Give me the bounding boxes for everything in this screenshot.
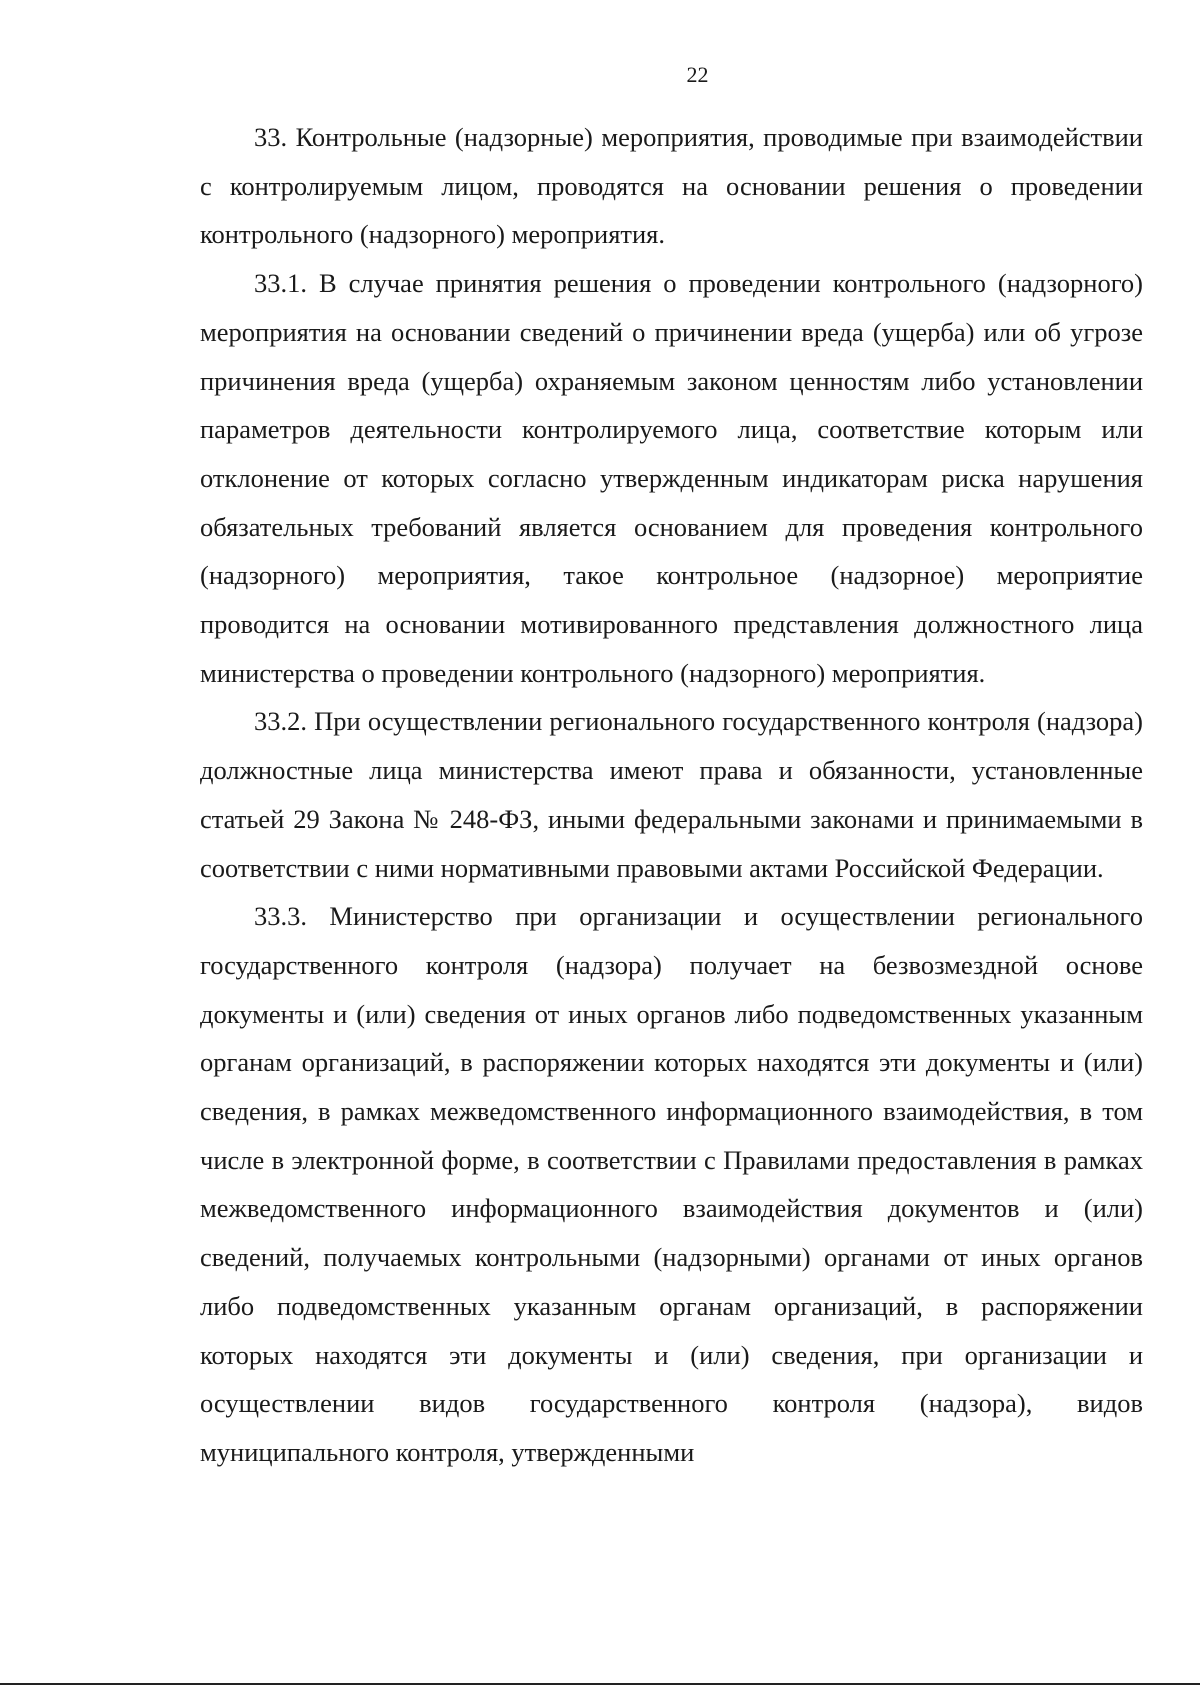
page-bottom-border: [0, 1683, 1200, 1685]
paragraph-33-3: 33.3. Министерство при организации и осуществлении регионального государственного контроля (надзора) получает на безвозмездной основе документы и (или) сведения от иных органов либо подведомственных указанным органам организаций, в распоряжении которых находятся эти документы и (или) сведения, в рамках межведомственного информационного взаимодействия, в том числе в электронной форме, в соответствии с Правилами предоставления в рамках межведомственного информационного взаимодействия документов и (или) сведений, получаемых контрольными (надзорными) органами от иных органов либо подведомственных указанным органам организаций, в распоряжении которых находятся эти документы и (или) сведения, при организации и осуществлении видов государственного контроля (надзора), видов муниципального контроля, утвержденными: [200, 901, 1143, 1467]
paragraph-33: 33. Контрольные (надзорные) мероприятия, проводимые при взаимодействии с контролируемым лицом, проводятся на основании решения о проведении контрольного (надзорного) мероприятия.: [200, 122, 1143, 250]
page-number: 22: [686, 62, 709, 87]
document-body: [200, 113, 1143, 1477]
paragraph-33-1: 33.1. В случае принятия решения о проведении контрольного (надзорного) мероприятия на основании сведений о причинении вреда (ущерба) или об угрозе причинения вреда (ущерба) охраняемым законом ценностям либо установлении параметров деятельности контролируемого лица, соответствие которым или отклонение от которых согласно утвержденным индикаторам риска нарушения обязательных требований является основанием для проведения контрольного (надзорного) мероприятия, такое контрольное (надзорное) мероприятие проводится на основании мотивированного представления должностного лица министерства о проведении контрольного (надзорного) мероприятия.: [200, 268, 1143, 688]
paragraph-33-2: 33.2. При осуществлении регионального государственного контроля (надзора) должностные лица министерства имеют права и обязанности, установленные статьей 29 Закона № 248-ФЗ, иными федеральными законами и принимаемыми в соответствии с ними нормативными правовыми актами Российской Федерации.: [200, 706, 1143, 883]
